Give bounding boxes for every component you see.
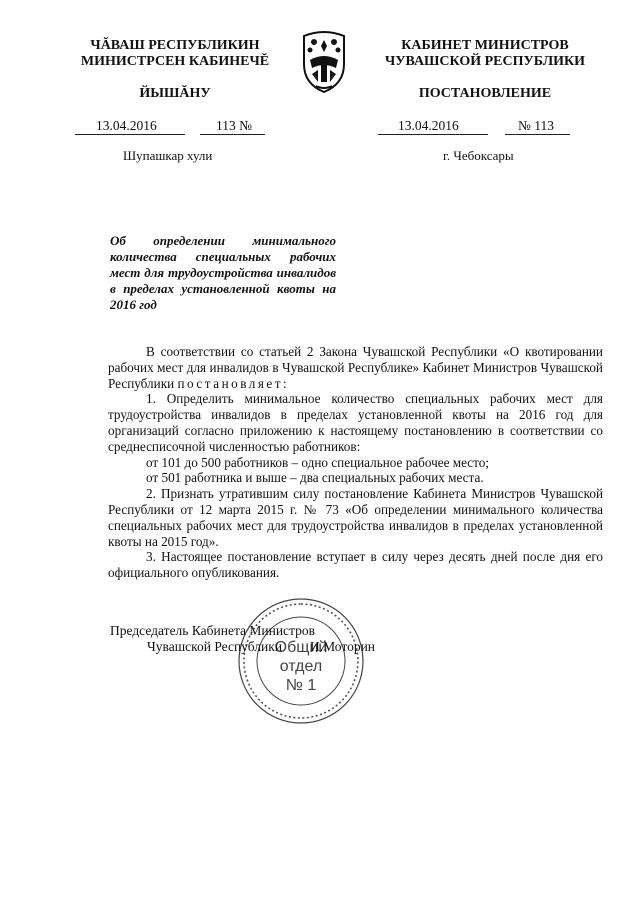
official-stamp xyxy=(236,596,366,726)
header-right-line1: КАБИНЕТ МИНИСТРОВ xyxy=(401,38,569,53)
header-right-org xyxy=(365,38,605,70)
header-left-date: 13.04.2016 xyxy=(96,118,157,133)
stamp-line3: № 1 xyxy=(285,677,317,694)
header-left-org xyxy=(60,38,290,70)
header-left-number: 113 № xyxy=(216,118,253,133)
header-left-line1: ЧĂВАШ РЕСПУБЛИКИН xyxy=(90,38,260,53)
header-right-doc-type: ПОСТАНОВЛЕНИЕ xyxy=(418,86,552,101)
header-right-place: г. Чебоксары xyxy=(443,148,514,163)
header-left-place: Шупашкар хули xyxy=(123,148,213,163)
header-left-line2: МИНИСТРСЕН КАБИНЕЧĔ xyxy=(80,54,270,69)
signature-name: И.Моторин xyxy=(310,639,376,654)
header-right-line2: ЧУВАШСКОЙ РЕСПУБЛИКИ xyxy=(384,54,586,69)
emblem-icon xyxy=(296,30,352,96)
body-item-1-b: от 501 работника и выше – два специальных рабочих места. xyxy=(146,470,484,486)
stamp-line2: отдел xyxy=(279,658,323,675)
header-right-date: 13.04.2016 xyxy=(398,118,459,133)
signature-line1: Председатель Кабинета Министров xyxy=(110,623,315,638)
signature-line2: Чувашской Республики xyxy=(147,639,283,654)
body-item-3: 3. Настоящее постановление вступает в силу через десять дней после дня его официального опубликования. xyxy=(108,549,603,581)
body-item-1-a: от 101 до 500 работников – одно специальное рабочее место; xyxy=(146,454,489,470)
header-left-doc-type: ЙЫШĂНУ xyxy=(139,86,211,101)
document-topic: Об определении минимального количества специальных рабочих мест для трудоустройства инвалидов в пределах установленной квоты на 2016 год xyxy=(110,233,336,312)
stamp-line1: Общий xyxy=(274,639,328,656)
document-body xyxy=(108,344,603,581)
body-decree-word: постановляет: xyxy=(177,375,290,391)
body-item-1: 1. Определить минимальное количество специальных рабочих мест для трудоустройства инвалидов в пределах установленной квоты на 2016 год для организаций согласно приложению к настоящему постановлению в соответствии со среднесписочной численностью работников: xyxy=(108,391,603,454)
body-item-2: 2. Признать утратившим силу постановление Кабинета Министров Чувашской Республики от 12 марта 2015 г. № 73 «Об определении минимального количества специальных рабочих мест для трудоустройства инвалидов в пределах установленной квоты на 2015 год». xyxy=(108,486,603,549)
body-intro: В соответствии со статьей 2 Закона Чувашской Республики «О квотировании рабочих мест для инвалидов в Чувашской Республике» Кабинет Министров Чувашской Республики постановляет: xyxy=(108,344,603,391)
header-right-number: № 113 xyxy=(518,118,555,133)
